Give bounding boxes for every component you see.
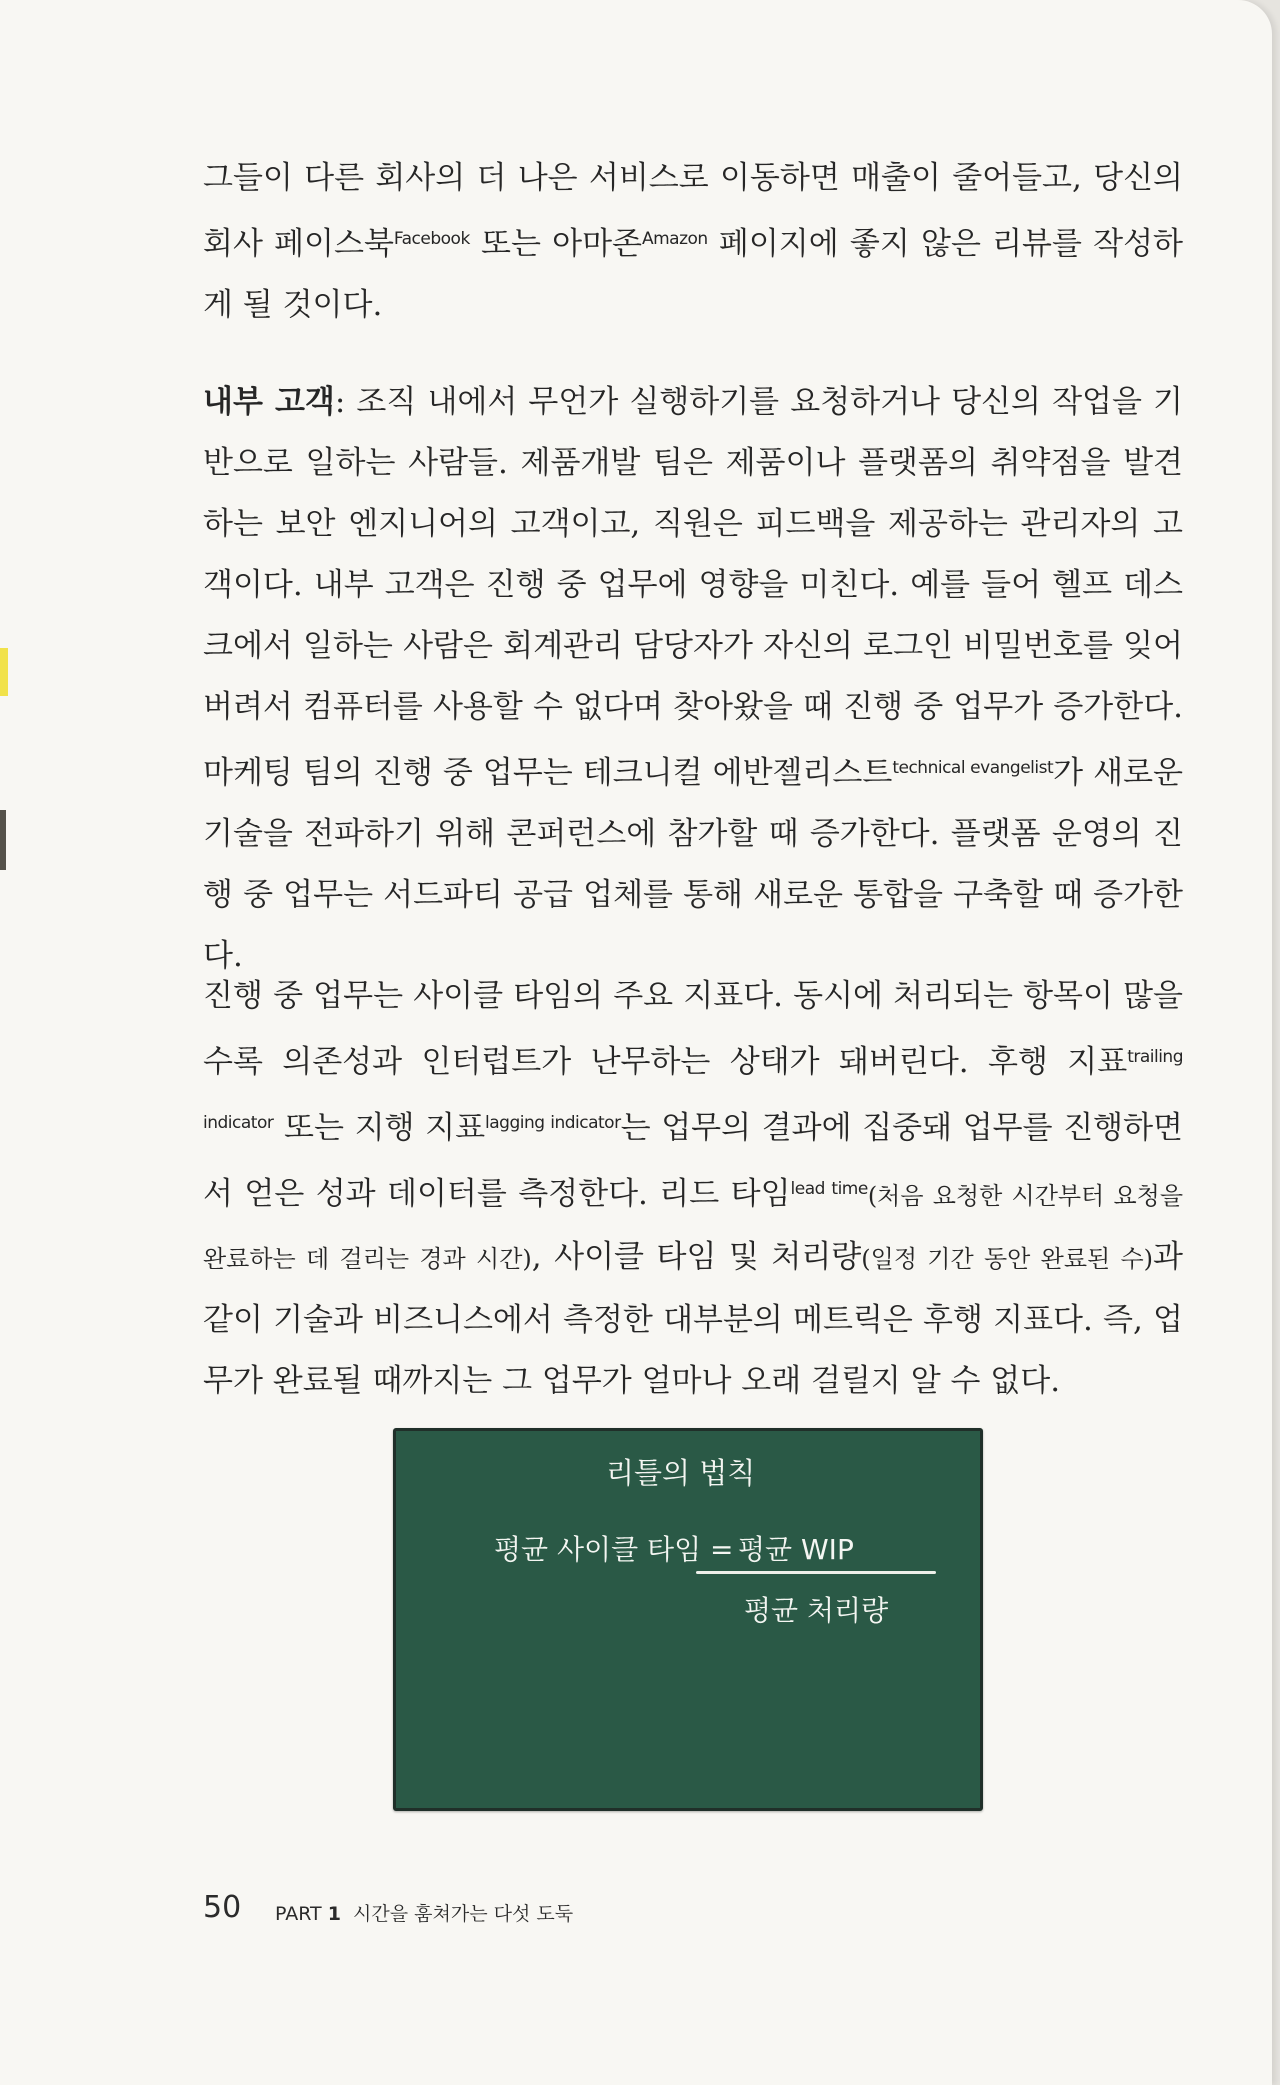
text-run: 그들이 다른 회사의 더 나은 서비스로 이동하면 매출이 줄어들고, 당신의 회사 페이스북 [203,160,1183,262]
superscript-english-term: trailing indicator [203,1047,1183,1133]
running-footer [275,1899,573,1926]
board-title: 리틀의 법칙 [606,1456,756,1490]
formula-numerator: 평균 WIP [738,1533,854,1566]
part-title: 시간을 훔쳐가는 다섯 도둑 [353,1903,574,1925]
chalkboard-littles-law [393,1428,983,1811]
text-run: 는 업무의 결과에 집중돼 업무를 진행하면서 얻은 성과 데이터를 측정한다. 리드 타임 [203,1110,1183,1212]
superscript-english-term: Amazon [641,229,708,249]
part-number: 1 [327,1903,341,1925]
text-run: , 사이클 타임 및 처리량 [531,1239,862,1275]
text-run: 또는 지행 지표 [273,1110,486,1146]
text-run: : 조직 내에서 무언가 실행하기를 요청하거나 당신의 작업을 기반으로 일하는 사람들. 제품개발 팀은 제품이나 플랫폼의 취약점을 발견하는 보안 엔지니어의 고객이고, 직원은 피드백을 제공하는 관리자의 고객이다. 내부 고객은 진행 중 업무에 영향을 미친다. 예를 들어 헬프 데스크에서 일하는 사람은 회계관리 담당자가 자신의 로그인 비밀번호를 잊어버려서 컴퓨터를 사용할 수 없다며 찾아왔을 때 진행 중 업무가 증가한다. 마케팅 팀의 진행 중 업무는 테크니컬 에반젤리스트 [203,384,1183,791]
text-run: 또는 아마존 [469,226,642,262]
text-run: 페이지에 좋지 않은 리뷰를 작성하게 될 것이다. [203,226,1184,323]
page-number: 50 [203,1890,242,1925]
term-label: 내부 고객 [203,384,335,420]
paragraph-cycle-time [203,966,1183,1412]
parenthetical-note: (처음 요청한 시간부터 요청을 완료하는 데 걸리는 경과 시간) [203,1182,1183,1273]
text-run: 가 새로운 기술을 전파하기 위해 콘퍼런스에 참가할 때 증가한다. 플랫폼 운영의 진행 중 업무는 서드파티 공급 업체를 통해 새로운 통합을 구축할 때 증가한다. [203,755,1183,974]
text-run: 과 같이 기술과 비즈니스에서 측정한 대부분의 메트릭은 후행 지표다. 즉, 업무가 완료될 때까지는 그 업무가 얼마나 오래 걸릴지 알 수 없다. [203,1239,1183,1399]
edge-shadow-mark [0,810,6,870]
formula-left-side: 평균 사이클 타임 = [494,1533,734,1566]
formula-denominator: 평균 처리량 [744,1594,889,1627]
fraction-line [696,1571,936,1574]
edge-highlight-mark [0,648,8,696]
paragraph-internal-customers [203,372,1183,987]
superscript-english-term: lagging indicator [485,1113,621,1133]
paragraph-external-customers [203,148,1183,336]
text-run: 진행 중 업무는 사이클 타임의 주요 지표다. 동시에 처리되는 항목이 많을수록 의존성과 인터럽트가 난무하는 상태가 돼버린다. 후행 지표 [203,978,1183,1080]
superscript-english-term: Facebook [393,229,470,249]
superscript-english-term: lead time [790,1179,868,1199]
parenthetical-note: (일정 기간 동안 완료된 수) [861,1245,1154,1273]
part-label: PART [275,1903,322,1925]
superscript-english-term: technical evangelist [892,758,1054,778]
